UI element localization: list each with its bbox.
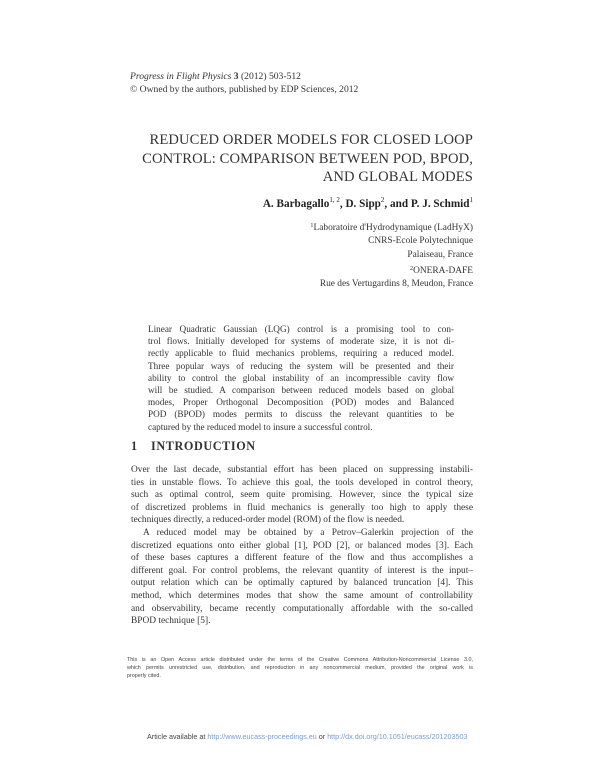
footnote-line: This is an Open Access article distributed under the terms of the Creative Commons Attribution-Noncommercial License 3.0,	[127, 657, 473, 663]
title-line: REDUCED ORDER MODELS FOR CLOSED LOOP	[149, 132, 473, 148]
affiliation-line	[240, 262, 473, 278]
affiliation-text: ONERA-DAFE	[413, 265, 473, 276]
body-line: BPOD technique [5].	[131, 616, 211, 627]
author-name: A. Barbagallo	[262, 198, 330, 210]
copyright-line: © Owned by the authors, published by EDP Sciences, 2012	[130, 83, 359, 95]
footnote-line: properly cited.	[127, 672, 161, 679]
body-line: of discretized problems in fluid mechanics is generally too high to apply these	[131, 502, 473, 513]
author-separator: ,	[339, 198, 346, 210]
abstract-line: Linear Quadratic Gaussian (LQG) control is a promising tool to con-	[148, 324, 454, 334]
body-text	[131, 464, 473, 628]
section-heading	[131, 439, 256, 454]
journal-header	[130, 71, 510, 96]
author-separator: , and	[384, 198, 411, 210]
journal-name: Progress in Flight Physics	[130, 71, 232, 82]
abstract-line: rectly applicable to fluid mechanics problems, requiring a reduced model.	[148, 348, 454, 359]
body-line: techniques directly, a reduced-order model (ROM) of the flow is needed.	[131, 515, 405, 526]
license-footnote	[127, 657, 473, 680]
body-line: output relation which can be optimally captured by balanced truncation [4]. This	[131, 578, 473, 589]
author-name: D. Sipp	[345, 198, 381, 210]
abstract-line: trol flows. Initially developed for systems of moderate size, it is not di-	[148, 336, 454, 347]
proceedings-link[interactable]: http://www.eucass-proceedings.eu	[207, 732, 317, 741]
body-line: such as optimal control, seem quite promising. However, since the typical size	[131, 490, 473, 501]
body-line: discretized equations onto either global [1], POD [2], or balanced modes [3]. Each	[131, 540, 473, 551]
affiliation-line: Palaiseau, France	[407, 249, 473, 260]
body-line: A reduced model may be obtained by a Petrov–Galerkin projection of the	[143, 527, 473, 538]
availability-prefix: Article available at	[147, 732, 208, 741]
author-affiliation-mark: 2	[380, 196, 385, 204]
abstract-line: captured by the reduced model to insure a successful control.	[148, 421, 373, 432]
journal-citation	[130, 71, 510, 84]
journal-year-pages: (2012) 503-512	[240, 71, 301, 82]
abstract	[148, 323, 454, 433]
title-line: CONTROL: COMPARISON BETWEEN POD, BPOD,	[142, 150, 473, 167]
affiliations	[240, 219, 473, 291]
section-number: 1	[131, 439, 138, 453]
affiliation-line: CNRS-Ecole Polytechnique	[368, 236, 473, 247]
affiliation-mark: 2	[409, 264, 414, 272]
abstract-line: will be studied. A comparison between reduced models based on global	[148, 385, 454, 396]
affiliation-line	[240, 219, 473, 235]
body-line: method, which determines modes that show the same amount of controllability	[131, 590, 473, 601]
abstract-line: POD (BPOD) modes permits to discuss the relevant quantities to be	[148, 409, 454, 420]
availability-middle: or	[316, 732, 328, 741]
body-line: different goal. For control problems, the relevant quantity of interest is the input–	[131, 565, 473, 576]
author-affiliation-mark: 1, 2	[329, 196, 340, 204]
abstract-line: Three popular ways of reducing the system will be presented and their	[148, 360, 454, 371]
author-affiliation-mark: 1	[469, 196, 473, 204]
body-line: of these bases captures a different feature of the flow and thus accomplishes a	[131, 553, 473, 564]
body-line: Over the last decade, substantial effort has been placed on suppressing instabili-	[131, 465, 473, 475]
title-line: AND GLOBAL MODES	[322, 169, 473, 185]
footnote-line: which permits unrestricted use, distribution, and reproduction in any noncommercial medium, provided the original work is	[127, 664, 473, 671]
author-list	[140, 196, 473, 210]
abstract-line: ability to control the global instability of an incompressible cavity flow	[148, 372, 454, 383]
affiliation-line: Rue des Vertugardins 8, Meudon, France	[319, 279, 473, 290]
author-name: P. J. Schmid	[410, 198, 470, 210]
doi-link[interactable]: http://dx.doi.org/10.1051/eucass/201203503	[327, 732, 468, 741]
body-line: and observability, became recently computationally affordable with the so-called	[131, 603, 473, 614]
journal-volume: 3	[233, 71, 239, 82]
abstract-line: modes, Proper Orthogonal Decomposition (POD) modes and Balanced	[148, 397, 454, 408]
body-line: ties in unstable flows. To achieve this goal, the tools developed in control theory,	[131, 477, 473, 488]
availability-line	[147, 732, 467, 741]
paper-title	[120, 131, 473, 187]
section-title: INTRODUCTION	[151, 439, 256, 453]
affiliation-text: Laboratoire d'Hydrodynamique (LadHyX)	[313, 223, 473, 233]
affiliation-mark: 1	[310, 222, 314, 229]
